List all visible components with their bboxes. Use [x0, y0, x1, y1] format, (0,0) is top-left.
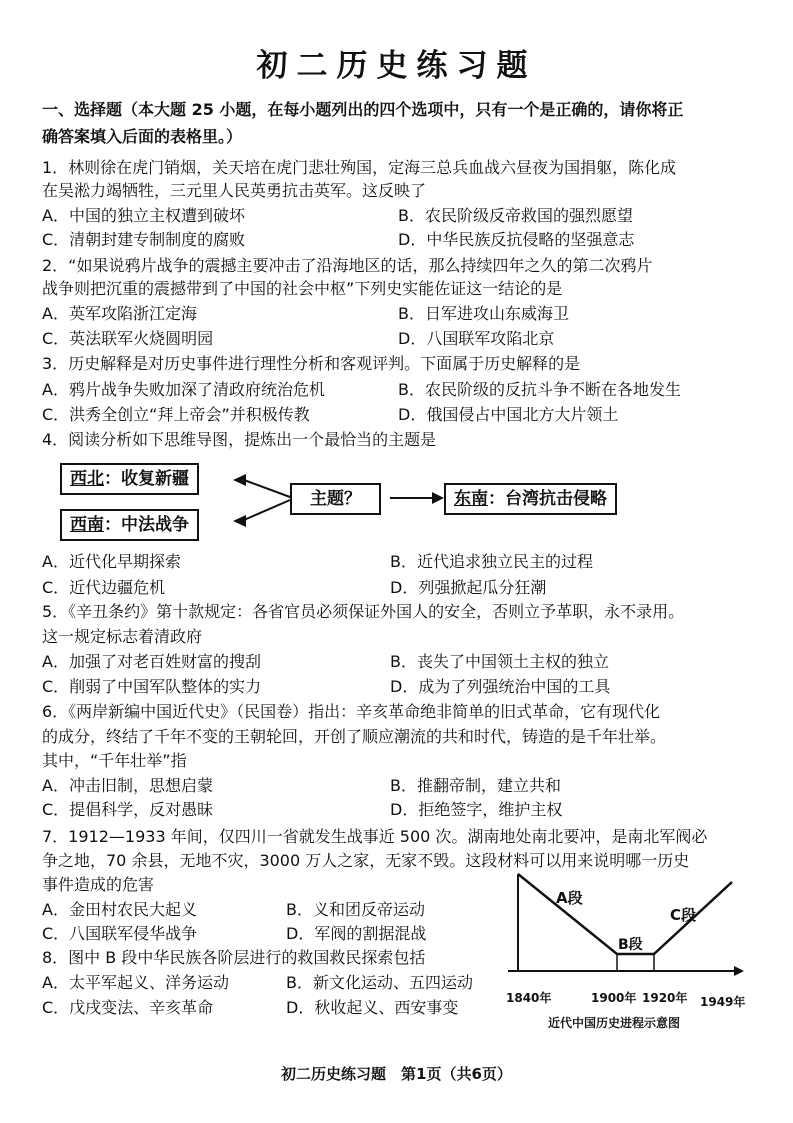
- timeline-label-c: C段: [670, 906, 697, 924]
- q7-option-c[interactable]: C．八国联军侵华战争: [42, 924, 198, 943]
- q6-stem-line1: 6．《两岸新编中国近代史》（民国卷）指出：辛亥革命绝非简单的旧式革命，它有现代化: [42, 702, 661, 721]
- q5-stem-line2: 这一规定标志着清政府: [42, 627, 203, 646]
- q4-option-d[interactable]: D．列强掀起瓜分狂潮: [390, 578, 547, 597]
- timeline-tick-1920: 1920年: [642, 991, 688, 1005]
- q5-option-c[interactable]: C．削弱了中国军队整体的实力: [42, 677, 262, 696]
- q4-option-c[interactable]: C．近代边疆危机: [42, 578, 166, 597]
- q4-option-b[interactable]: B．近代追求独立民主的过程: [390, 552, 593, 571]
- q6-option-c[interactable]: C．提倡科学，反对愚昧: [42, 800, 214, 819]
- q8-option-a[interactable]: A．太平军起义、洋务运动: [42, 973, 229, 992]
- q7-stem-line3: 事件造成的危害: [42, 875, 155, 894]
- q7-option-d[interactable]: D．军阀的割据混战: [286, 924, 427, 943]
- timeline-label-b: B段: [618, 937, 643, 953]
- southeast-topic-label: ：台湾抗击侵略: [488, 489, 607, 509]
- q5-stem-line1: 5．《辛丑条约》第十款规定：各省官员必须保证外国人的安全，否则立予革职，永不录用。: [42, 602, 685, 621]
- q2-option-c[interactable]: C．英法联军火烧圆明园: [42, 329, 214, 348]
- q6-stem-line2: 的成分，终结了千年不变的王朝轮回，开创了顺应潮流的共和时代，铸造的是千年壮举。: [42, 727, 667, 746]
- q8-option-d[interactable]: D．秋收起义、西安事变: [286, 998, 459, 1017]
- q2-stem-line1: 2．“如果说鸦片战争的震撼主要冲击了沿海地区的话，那么持续四年之久的第二次鸦片: [42, 256, 653, 275]
- southwest-topic-label: ：中法战争: [104, 515, 189, 535]
- northwest-topic-label: ：收复新疆: [104, 469, 189, 489]
- southwest-region-label: 西南: [70, 515, 104, 535]
- q1-option-a[interactable]: A．中国的独立主权遭到破坏: [42, 206, 245, 225]
- q8-stem-line1: 8．图中 B 段中华民族各阶层进行的救国救民探索包括: [42, 948, 426, 967]
- section-heading-line1: 一、选择题（本大题 25 小题，在每小题列出的四个选项中，只有一个是正确的，请你将正: [42, 100, 684, 119]
- q8-option-b[interactable]: B．新文化运动、五四运动: [286, 973, 473, 992]
- timeline-axis-arrow: [734, 966, 744, 976]
- q1-option-b[interactable]: B．农民阶级反帝救国的强烈愿望: [398, 206, 633, 225]
- q2-option-d[interactable]: D．八国联军攻陷北京: [398, 329, 555, 348]
- q1-stem-line1: 1．林则徐在虎门销烟，关天培在虎门悲壮殉国，定海三总兵血战六昼夜为国捐躯，陈化成: [42, 158, 677, 177]
- page-title: 初二历史练习题: [256, 48, 537, 84]
- timeline-tick-1840: 1840年: [506, 991, 552, 1005]
- q5-option-d[interactable]: D．成为了列强统治中国的工具: [390, 677, 611, 696]
- q5-option-b[interactable]: B．丧失了中国领土主权的独立: [390, 652, 609, 671]
- q2-option-b[interactable]: B．日军进攻山东威海卫: [398, 304, 569, 323]
- q6-option-d[interactable]: D．拒绝签字，维护主权: [390, 800, 563, 819]
- timeline-tick-1949: 1949年: [700, 995, 746, 1009]
- q4-option-a[interactable]: A．近代化早期探索: [42, 552, 181, 571]
- q3-option-d[interactable]: D．俄国侵占中国北方大片领土: [398, 405, 619, 424]
- section-heading-line2: 确答案填入后面的表格里。）: [42, 127, 243, 146]
- q8-option-c[interactable]: C．戊戌变法、辛亥革命: [42, 998, 214, 1017]
- timeline-caption: 近代中国历史进程示意图: [548, 1016, 681, 1030]
- timeline-label-a: A段: [556, 889, 583, 907]
- q6-stem-line3: 其中，“千年壮举”指: [42, 751, 187, 770]
- q3-option-c[interactable]: C．洪秀全创立“拜上帝会”并积极传教: [42, 405, 310, 424]
- q1-option-c[interactable]: C．清朝封建专制制度的腐败: [42, 230, 246, 249]
- q3-option-b[interactable]: B．农民阶级的反抗斗争不断在各地发生: [398, 380, 681, 399]
- q1-stem-line2: 在吴淞力竭牺牲，三元里人民英勇抗击英军。这反映了: [42, 181, 427, 200]
- q2-stem-line2: 战争则把沉重的震撼带到了中国的社会中枢”下列史实能佐证这一结论的是: [42, 279, 563, 298]
- q7-stem-line1: 7．1912—1933 年间，仅四川一省就发生战事近 500 次。湖南地处南北要冲，是南北军阀必: [42, 827, 708, 846]
- timeline-tick-1900: 1900年: [591, 991, 637, 1005]
- q5-option-a[interactable]: A．加强了对老百姓财富的搜刮: [42, 652, 261, 671]
- q3-option-a[interactable]: A．鸦片战争失败加深了清政府统治危机: [42, 380, 325, 399]
- q6-option-b[interactable]: B．推翻帝制，建立共和: [390, 776, 561, 795]
- q3-stem-line1: 3．历史解释是对历史事件进行理性分析和客观评判。下面属于历史解释的是: [42, 354, 581, 373]
- page-footer: 初二历史练习题 第1页（共6页）: [281, 1065, 512, 1083]
- q1-option-d[interactable]: D．中华民族反抗侵略的坚强意志: [398, 230, 635, 249]
- q7-stem-line2: 争之地，70 余县，无地不灾，3000 万人之家，无家不毁。这段材料可以用来说明哪一历史: [42, 851, 690, 870]
- mindmap-box-center: 主题？: [290, 483, 381, 515]
- q7-option-a[interactable]: A．金田村农民大起义: [42, 900, 197, 919]
- q2-option-a[interactable]: A．英军攻陷浙江定海: [42, 304, 197, 323]
- q6-option-a[interactable]: A．冲击旧制，思想启蒙: [42, 776, 213, 795]
- q4-stem-line1: 4．阅读分析如下思维导图，提炼出一个最恰当的主题是: [42, 430, 437, 449]
- northwest-region-label: 西北: [70, 469, 104, 489]
- q7-option-b[interactable]: B．义和团反帝运动: [286, 900, 425, 919]
- southeast-region-label: 东南: [454, 489, 488, 509]
